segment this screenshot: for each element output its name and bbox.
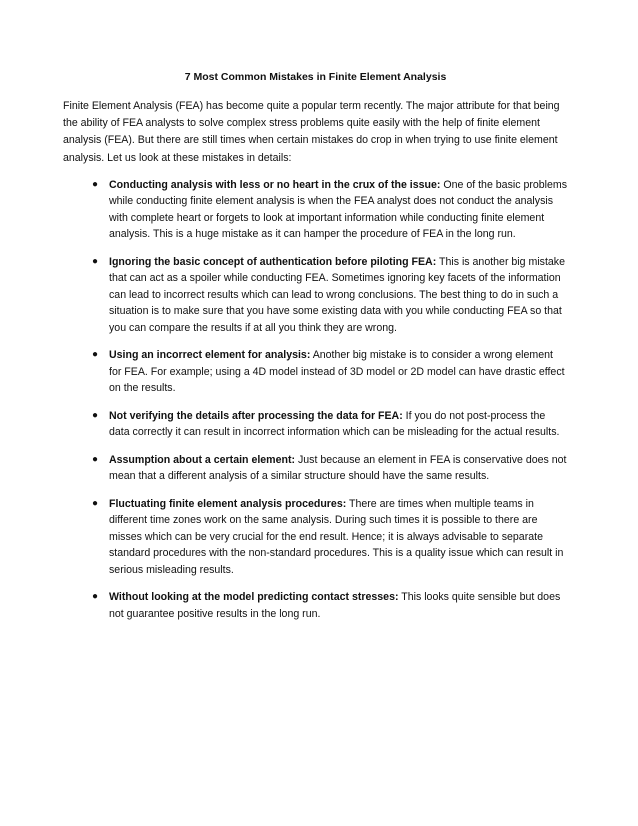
item-text: There are times when multiple teams in different time zones work on the same analysis. During such times it is possible to there are misses which can be very crucial for the end result. Hence; it is always advisable to separate standard procedures with the non-standard procedures. This is a quality issue which can result in serious misleading results. (109, 497, 564, 576)
list-item (63, 496, 568, 579)
item-text: If you do not post-process the data correctly it can result in incorrect information which can be misleading for the actual results. (109, 409, 560, 439)
item-lead: Not verifying the details after processing the data for FEA: (109, 409, 403, 422)
item-text: This looks quite sensible but does not guarantee positive results in the long run. (109, 591, 561, 620)
item-lead: Ignoring the basic concept of authentication before piloting FEA: (109, 255, 437, 268)
item-text: Just because an element in FEA is conservative does not mean that a different analysis of a similar structure should have the same results. (109, 453, 567, 483)
item-lead: Without looking at the model predicting contact stresses: (109, 591, 399, 604)
item-lead: Conducting analysis with less or no heart in the crux of the issue: (109, 178, 441, 191)
list-item (63, 254, 568, 337)
bullet-icon: ● (92, 453, 99, 465)
item-lead: Using an incorrect element for analysis: (109, 349, 311, 362)
item-lead: Assumption about a certain element: (109, 453, 296, 466)
bullet-icon: ● (92, 349, 99, 361)
item-text: This is another big mistake that can act as a spoiler while conducting FEA. Sometimes ignoring key facets of the information can lead to incorrect results which can lead to wrong conclusions. The best thing to do in such a situation is to make sure that you have some existing data with you while conducting FEA so that you can compare the results if at all you think they are wrong. (109, 255, 565, 334)
intro-paragraph: Finite Element Analysis (FEA) has become quite a popular term recently. The major attribute for that being the ability of FEA analysts to solve complex stress problems quite easily with the help of finite element analysis (FEA). But there are still times when certain mistakes do crop in when trying to use finite element analysis. Let us look at these mistakes in details: (63, 100, 560, 164)
bullet-icon: ● (92, 255, 99, 267)
item-text: Another big mistake is to consider a wrong element for FEA. For example; using a 4D model instead of 3D model or 2D model can have drastic effect on the results. (109, 349, 565, 395)
bullet-icon: ● (92, 178, 99, 190)
bullet-icon: ● (92, 409, 99, 421)
item-lead: Fluctuating finite element analysis procedures: (109, 497, 347, 510)
document-title: 7 Most Common Mistakes in Finite Element Analysis (184, 71, 447, 83)
list-item (63, 347, 568, 397)
bullet-icon: ● (92, 591, 99, 603)
item-text: One of the basic problems while conducting finite element analysis is when the FEA analyst does not conduct the analysis with complete heart or forgets to look at important information while conducting finite element analysis. This is a huge mistake as it can hamper the procedure of FEA in the long run. (109, 178, 568, 241)
list-item (63, 177, 568, 243)
bullet-icon: ● (92, 497, 99, 509)
document-page (63, 70, 568, 633)
mistakes-list (63, 177, 568, 623)
list-item (63, 408, 568, 441)
list-item (63, 589, 568, 622)
list-item (63, 452, 568, 485)
